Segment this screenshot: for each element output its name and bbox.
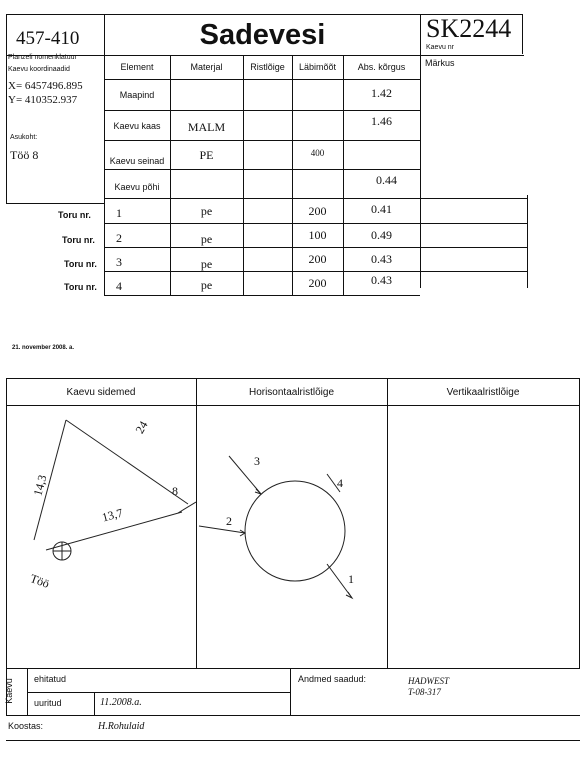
pipe-material: pe [200, 256, 213, 271]
pipe-label: Toru nr. [64, 259, 97, 269]
location-value: Töö 8 [10, 148, 39, 162]
pipe-diameter: 100 [308, 227, 327, 242]
pipe-material: pe [200, 231, 213, 246]
pipe-label-3: 3 [254, 454, 260, 468]
pipe-label-2: 2 [226, 514, 232, 528]
built-label: ehitatud [34, 674, 67, 684]
pipe-number: 4 [116, 279, 122, 293]
page-title: Sadevesi [199, 19, 326, 51]
pipe-abs: 0.49 [371, 227, 392, 242]
row-material: MALM [187, 119, 226, 134]
pipe-material: pe [200, 277, 213, 292]
pipe-diameter: 200 [308, 251, 327, 266]
well-id: SK2244 [426, 14, 512, 43]
pipe-label: Toru nr. [62, 235, 95, 245]
data-source: HADWEST [408, 676, 449, 686]
pipe-diameter: 200 [308, 203, 327, 218]
col-notes: Märkus [425, 58, 455, 68]
dist-bottom-label: 13,7 [100, 505, 125, 525]
pipe-label-1: 1 [348, 572, 354, 586]
section-horizontal: Horisontaalristlõige [248, 386, 335, 398]
pipe-label-4: 4 [337, 476, 343, 490]
coord-x: X= 6457496.895 [8, 80, 83, 92]
sheet-caption: Planzeli nomenklatuur [8, 54, 77, 61]
author-name: H.Rohulaid [98, 721, 145, 732]
row-diameter: 400 [310, 148, 325, 158]
corner-label: 8 [172, 484, 178, 498]
row-element: Kaevu põhi [114, 182, 160, 192]
pipe-label: Toru nr. [64, 282, 97, 292]
pipe-diameter: 200 [308, 275, 327, 290]
row-element: Maapind [119, 90, 155, 100]
footer-side-label: Kaevu [3, 678, 14, 704]
pipe-number: 3 [116, 255, 122, 269]
place-label: Töö [28, 571, 52, 591]
row-element: Kaevu kaas [113, 120, 161, 131]
data-label: Andmed saadud: [298, 674, 367, 684]
col-section: Ristlõige [250, 62, 285, 72]
row-material: PE [199, 147, 214, 162]
pipe-number: 2 [116, 231, 122, 245]
pipe-abs: 0.43 [371, 272, 392, 287]
col-abs: Abs. kõrgus [357, 62, 406, 72]
well-id-caption: Kaevu nr [426, 44, 455, 51]
row-abs: 1.42 [371, 85, 392, 100]
row-abs: 1.46 [371, 113, 392, 128]
dist-left-label: 14,3 [30, 473, 50, 498]
col-material: Materjal [190, 62, 223, 72]
pipe-abs: 0.41 [371, 201, 392, 216]
location-label: Asukoht: [10, 134, 38, 141]
coord-y: Y= 410352.937 [8, 94, 78, 106]
row-abs: 0.44 [376, 172, 397, 187]
sheet-number: 457-410 [16, 28, 80, 49]
surveyed-label: uuritud [34, 698, 62, 708]
pipe-abs: 0.43 [371, 251, 392, 266]
pipe-material: pe [200, 203, 213, 218]
col-diameter: Läbimõõt [298, 62, 337, 72]
pipe-number: 1 [116, 206, 122, 220]
surveyed-date: 11.2008.a. [100, 697, 142, 708]
date-stamp: 21. november 2008. a. [12, 345, 75, 351]
pipe-label: Toru nr. [58, 210, 91, 220]
dist-top-label: 24 [132, 418, 151, 436]
section-vertical: Vertikaalristlõige [446, 386, 520, 398]
section-connections: Kaevu sidemed [66, 386, 136, 398]
row-element: Kaevu seinad [109, 155, 165, 166]
coords-label: Kaevu koordinaadid [8, 66, 70, 73]
col-element: Element [120, 62, 154, 72]
data-ref: T-08-317 [408, 687, 441, 697]
author-label: Koostas: [8, 721, 44, 731]
